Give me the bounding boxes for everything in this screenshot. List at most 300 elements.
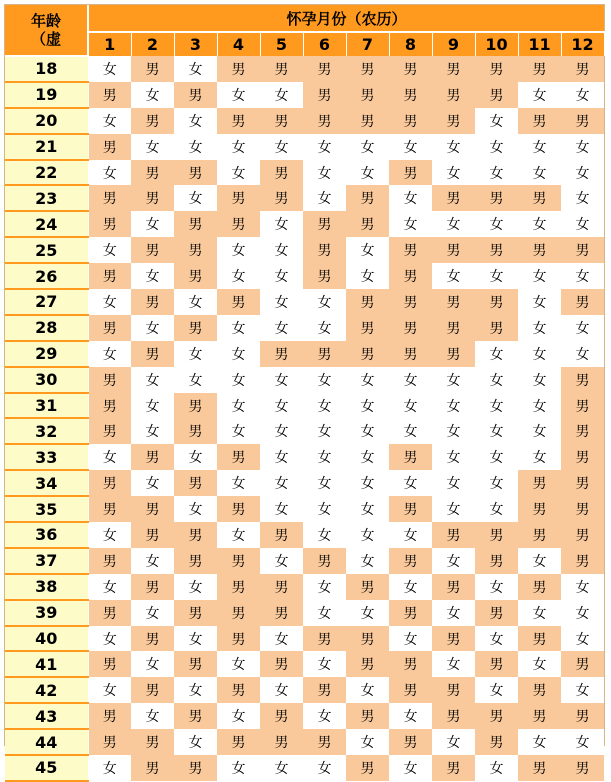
girl-cell: 女 (389, 211, 432, 237)
boy-cell: 男 (389, 677, 432, 703)
table-header (5, 5, 604, 56)
boy-cell: 男 (561, 289, 604, 315)
boy-cell: 男 (131, 160, 174, 186)
girl-cell: 女 (217, 160, 260, 186)
age-cell: 27 (5, 289, 88, 315)
girl-cell: 女 (303, 522, 346, 548)
month-header-10: 10 (475, 32, 518, 56)
girl-cell: 女 (475, 263, 518, 289)
boy-cell: 男 (432, 315, 475, 341)
girl-cell: 女 (561, 600, 604, 626)
table-row (5, 108, 604, 134)
girl-cell: 女 (131, 315, 174, 341)
girl-cell: 女 (432, 134, 475, 160)
boy-cell: 男 (88, 393, 131, 419)
girl-cell: 女 (432, 393, 475, 419)
girl-cell: 女 (561, 160, 604, 186)
girl-cell: 女 (389, 755, 432, 781)
girl-cell: 女 (174, 134, 217, 160)
boy-cell: 男 (131, 574, 174, 600)
boy-cell: 男 (260, 160, 303, 186)
table-row (5, 82, 604, 108)
table-row (5, 600, 604, 626)
girl-cell: 女 (389, 367, 432, 393)
boy-cell: 男 (432, 522, 475, 548)
table-row (5, 703, 604, 729)
boy-cell: 男 (174, 263, 217, 289)
girl-cell: 女 (346, 444, 389, 470)
boy-cell: 男 (303, 108, 346, 134)
table-row (5, 289, 604, 315)
girl-cell: 女 (217, 82, 260, 108)
month-header-8: 8 (389, 32, 432, 56)
boy-cell: 男 (88, 315, 131, 341)
girl-cell: 女 (217, 263, 260, 289)
girl-cell: 女 (303, 134, 346, 160)
boy-cell: 男 (346, 341, 389, 367)
boy-cell: 男 (518, 56, 561, 82)
girl-cell: 女 (475, 677, 518, 703)
table-row (5, 367, 604, 393)
girl-cell: 女 (518, 134, 561, 160)
girl-cell: 女 (174, 341, 217, 367)
girl-cell: 女 (217, 315, 260, 341)
table-row (5, 134, 604, 160)
girl-cell: 女 (389, 185, 432, 211)
table-row (5, 263, 604, 289)
girl-cell: 女 (346, 548, 389, 574)
girl-cell: 女 (475, 211, 518, 237)
age-header-line2: （虚 (30, 30, 61, 48)
girl-cell: 女 (303, 574, 346, 600)
girl-cell: 女 (174, 444, 217, 470)
boy-cell: 男 (389, 729, 432, 755)
table-row (5, 626, 604, 652)
girl-cell: 女 (217, 651, 260, 677)
boy-cell: 男 (389, 82, 432, 108)
month-header-6: 6 (303, 32, 346, 56)
girl-cell: 女 (518, 729, 561, 755)
boy-cell: 男 (88, 185, 131, 211)
age-cell: 18 (5, 56, 88, 82)
girl-cell: 女 (432, 160, 475, 186)
boy-cell: 男 (217, 574, 260, 600)
girl-cell: 女 (131, 470, 174, 496)
month-header-7: 7 (346, 32, 389, 56)
girl-cell: 女 (475, 134, 518, 160)
boy-cell: 男 (88, 651, 131, 677)
boy-cell: 男 (518, 108, 561, 134)
age-cell: 34 (5, 470, 88, 496)
girl-cell: 女 (260, 263, 303, 289)
boy-cell: 男 (389, 444, 432, 470)
girl-cell: 女 (389, 703, 432, 729)
age-cell: 20 (5, 108, 88, 134)
boy-cell: 男 (174, 470, 217, 496)
girl-cell: 女 (561, 82, 604, 108)
age-cell: 33 (5, 444, 88, 470)
girl-cell: 女 (346, 522, 389, 548)
girl-cell: 女 (518, 160, 561, 186)
boy-cell: 男 (518, 755, 561, 781)
girl-cell: 女 (432, 496, 475, 522)
girl-cell: 女 (561, 341, 604, 367)
girl-cell: 女 (475, 574, 518, 600)
girl-cell: 女 (303, 418, 346, 444)
boy-cell: 男 (88, 548, 131, 574)
girl-cell: 女 (260, 134, 303, 160)
boy-cell: 男 (346, 211, 389, 237)
boy-cell: 男 (346, 574, 389, 600)
boy-cell: 男 (389, 289, 432, 315)
age-cell: 29 (5, 341, 88, 367)
month-header-3: 3 (174, 32, 217, 56)
girl-cell: 女 (260, 315, 303, 341)
boy-cell: 男 (346, 185, 389, 211)
girl-cell: 女 (475, 367, 518, 393)
age-cell: 42 (5, 677, 88, 703)
boy-cell: 男 (561, 548, 604, 574)
girl-cell: 女 (88, 160, 131, 186)
boy-cell: 男 (131, 522, 174, 548)
girl-cell: 女 (346, 134, 389, 160)
girl-cell: 女 (475, 108, 518, 134)
girl-cell: 女 (518, 315, 561, 341)
girl-cell: 女 (346, 729, 389, 755)
boy-cell: 男 (561, 418, 604, 444)
boy-cell: 男 (217, 496, 260, 522)
boy-cell: 男 (432, 677, 475, 703)
girl-cell: 女 (303, 315, 346, 341)
age-cell: 45 (5, 755, 88, 781)
girl-cell: 女 (88, 108, 131, 134)
boy-cell: 男 (88, 82, 131, 108)
girl-cell: 女 (88, 574, 131, 600)
girl-cell: 女 (561, 263, 604, 289)
age-cell: 40 (5, 626, 88, 652)
table-row (5, 418, 604, 444)
boy-cell: 男 (561, 444, 604, 470)
girl-cell: 女 (174, 367, 217, 393)
girl-cell: 女 (217, 367, 260, 393)
girl-cell: 女 (389, 626, 432, 652)
age-cell: 24 (5, 211, 88, 237)
boy-cell: 男 (217, 729, 260, 755)
girl-cell: 女 (260, 548, 303, 574)
girl-cell: 女 (174, 677, 217, 703)
boy-cell: 男 (131, 729, 174, 755)
boy-cell: 男 (131, 755, 174, 781)
boy-cell: 男 (518, 677, 561, 703)
boy-cell: 男 (389, 496, 432, 522)
gender-prediction-table (5, 5, 605, 782)
girl-cell: 女 (518, 393, 561, 419)
boy-cell: 男 (88, 496, 131, 522)
girl-cell: 女 (131, 82, 174, 108)
girl-cell: 女 (303, 393, 346, 419)
girl-cell: 女 (88, 56, 131, 82)
age-cell: 37 (5, 548, 88, 574)
boy-cell: 男 (303, 677, 346, 703)
boy-cell: 男 (475, 729, 518, 755)
girl-cell: 女 (260, 393, 303, 419)
girl-cell: 女 (561, 185, 604, 211)
girl-cell: 女 (303, 367, 346, 393)
girl-cell: 女 (174, 496, 217, 522)
boy-cell: 男 (174, 703, 217, 729)
girl-cell: 女 (260, 677, 303, 703)
girl-cell: 女 (174, 626, 217, 652)
table-row (5, 548, 604, 574)
girl-cell: 女 (475, 393, 518, 419)
girl-cell: 女 (217, 755, 260, 781)
boy-cell: 男 (131, 237, 174, 263)
boy-cell: 男 (475, 522, 518, 548)
girl-cell: 女 (432, 367, 475, 393)
boy-cell: 男 (432, 289, 475, 315)
girl-cell: 女 (131, 418, 174, 444)
boy-cell: 男 (131, 626, 174, 652)
boy-cell: 男 (432, 574, 475, 600)
girl-cell: 女 (303, 651, 346, 677)
boy-cell: 男 (217, 444, 260, 470)
girl-cell: 女 (217, 341, 260, 367)
girl-cell: 女 (432, 651, 475, 677)
girl-cell: 女 (389, 470, 432, 496)
age-cell: 43 (5, 703, 88, 729)
boy-cell: 男 (518, 237, 561, 263)
boy-cell: 男 (260, 651, 303, 677)
girl-cell: 女 (303, 703, 346, 729)
girl-cell: 女 (346, 237, 389, 263)
boy-cell: 男 (346, 289, 389, 315)
boy-cell: 男 (131, 185, 174, 211)
boy-cell: 男 (174, 82, 217, 108)
girl-cell: 女 (260, 496, 303, 522)
table-row (5, 393, 604, 419)
girl-cell: 女 (475, 444, 518, 470)
table-row (5, 574, 604, 600)
boy-cell: 男 (432, 108, 475, 134)
boy-cell: 男 (88, 134, 131, 160)
boy-cell: 男 (475, 315, 518, 341)
month-header-11: 11 (518, 32, 561, 56)
girl-cell: 女 (88, 341, 131, 367)
boy-cell: 男 (389, 263, 432, 289)
boy-cell: 男 (346, 651, 389, 677)
boy-cell: 男 (174, 651, 217, 677)
girl-cell: 女 (389, 522, 432, 548)
girl-cell: 女 (131, 600, 174, 626)
girl-cell: 女 (475, 626, 518, 652)
girl-cell: 女 (346, 160, 389, 186)
boy-cell: 男 (432, 626, 475, 652)
boy-cell: 男 (174, 160, 217, 186)
month-header-4: 4 (217, 32, 260, 56)
boy-cell: 男 (432, 185, 475, 211)
boy-cell: 男 (88, 703, 131, 729)
boy-cell: 男 (217, 626, 260, 652)
table-row (5, 470, 604, 496)
girl-cell: 女 (475, 496, 518, 522)
boy-cell: 男 (389, 237, 432, 263)
girl-cell: 女 (303, 160, 346, 186)
boy-cell: 男 (518, 522, 561, 548)
boy-cell: 男 (217, 185, 260, 211)
month-header-1: 1 (88, 32, 131, 56)
girl-cell: 女 (475, 470, 518, 496)
boy-cell: 男 (432, 703, 475, 729)
boy-cell: 男 (303, 548, 346, 574)
girl-cell: 女 (303, 470, 346, 496)
month-header-2: 2 (131, 32, 174, 56)
boy-cell: 男 (389, 341, 432, 367)
girl-cell: 女 (389, 393, 432, 419)
age-cell: 44 (5, 729, 88, 755)
table-row (5, 677, 604, 703)
boy-cell: 男 (217, 56, 260, 82)
girl-cell: 女 (518, 418, 561, 444)
boy-cell: 男 (518, 496, 561, 522)
month-number-row (5, 32, 604, 56)
boy-cell: 男 (131, 341, 174, 367)
table-row (5, 444, 604, 470)
header-row-title (5, 5, 604, 32)
girl-cell: 女 (475, 418, 518, 444)
table-row (5, 496, 604, 522)
table-row (5, 729, 604, 755)
boy-cell: 男 (561, 470, 604, 496)
boy-cell: 男 (389, 56, 432, 82)
boy-cell: 男 (88, 729, 131, 755)
girl-cell: 女 (131, 703, 174, 729)
girl-cell: 女 (260, 211, 303, 237)
month-title: 怀孕月份（农历） (88, 5, 604, 32)
age-cell: 22 (5, 160, 88, 186)
age-cell: 32 (5, 418, 88, 444)
girl-cell: 女 (88, 626, 131, 652)
age-cell: 31 (5, 393, 88, 419)
boy-cell: 男 (432, 755, 475, 781)
girl-cell: 女 (260, 626, 303, 652)
girl-cell: 女 (518, 289, 561, 315)
girl-cell: 女 (561, 134, 604, 160)
girl-cell: 女 (131, 263, 174, 289)
girl-cell: 女 (561, 729, 604, 755)
boy-cell: 男 (217, 548, 260, 574)
girl-cell: 女 (475, 160, 518, 186)
girl-cell: 女 (475, 755, 518, 781)
boy-cell: 男 (518, 470, 561, 496)
girl-cell: 女 (346, 600, 389, 626)
boy-cell: 男 (475, 289, 518, 315)
boy-cell: 男 (217, 108, 260, 134)
girl-cell: 女 (475, 341, 518, 367)
girl-cell: 女 (561, 211, 604, 237)
boy-cell: 男 (217, 600, 260, 626)
boy-cell: 男 (88, 418, 131, 444)
girl-cell: 女 (217, 522, 260, 548)
boy-cell: 男 (475, 600, 518, 626)
girl-cell: 女 (561, 677, 604, 703)
boy-cell: 男 (475, 56, 518, 82)
age-cell: 30 (5, 367, 88, 393)
girl-cell: 女 (303, 289, 346, 315)
boy-cell: 男 (88, 263, 131, 289)
boy-cell: 男 (88, 470, 131, 496)
boy-cell: 男 (303, 626, 346, 652)
boy-cell: 男 (432, 237, 475, 263)
boy-cell: 男 (346, 56, 389, 82)
boy-cell: 男 (518, 626, 561, 652)
girl-cell: 女 (88, 522, 131, 548)
boy-cell: 男 (260, 341, 303, 367)
boy-cell: 男 (561, 703, 604, 729)
girl-cell: 女 (88, 289, 131, 315)
boy-cell: 男 (432, 56, 475, 82)
girl-cell: 女 (303, 755, 346, 781)
girl-cell: 女 (131, 367, 174, 393)
boy-cell: 男 (303, 341, 346, 367)
boy-cell: 男 (346, 108, 389, 134)
girl-cell: 女 (518, 600, 561, 626)
boy-cell: 男 (518, 703, 561, 729)
boy-cell: 男 (260, 522, 303, 548)
age-cell: 38 (5, 574, 88, 600)
girl-cell: 女 (518, 548, 561, 574)
age-cell: 19 (5, 82, 88, 108)
table-row (5, 651, 604, 677)
boy-cell: 男 (303, 263, 346, 289)
girl-cell: 女 (260, 470, 303, 496)
boy-cell: 男 (217, 677, 260, 703)
girl-cell: 女 (389, 418, 432, 444)
girl-cell: 女 (346, 470, 389, 496)
boy-cell: 男 (303, 56, 346, 82)
table-row (5, 315, 604, 341)
girl-cell: 女 (131, 548, 174, 574)
girl-cell: 女 (389, 134, 432, 160)
girl-cell: 女 (518, 444, 561, 470)
boy-cell: 男 (88, 600, 131, 626)
boy-cell: 男 (346, 755, 389, 781)
boy-cell: 男 (346, 315, 389, 341)
girl-cell: 女 (303, 496, 346, 522)
boy-cell: 男 (346, 82, 389, 108)
age-header-line1: 年龄 (30, 12, 61, 30)
boy-cell: 男 (389, 160, 432, 186)
boy-cell: 男 (518, 574, 561, 600)
boy-cell: 男 (389, 600, 432, 626)
girl-cell: 女 (88, 237, 131, 263)
boy-cell: 男 (260, 56, 303, 82)
girl-cell: 女 (518, 82, 561, 108)
girl-cell: 女 (518, 211, 561, 237)
table-row (5, 160, 604, 186)
table-row (5, 522, 604, 548)
age-cell: 26 (5, 263, 88, 289)
girl-cell: 女 (217, 237, 260, 263)
table-row (5, 755, 604, 781)
girl-cell: 女 (346, 367, 389, 393)
girl-cell: 女 (518, 263, 561, 289)
boy-cell: 男 (561, 393, 604, 419)
gender-prediction-table-frame (4, 4, 605, 778)
girl-cell: 女 (346, 496, 389, 522)
boy-cell: 男 (174, 237, 217, 263)
girl-cell: 女 (88, 677, 131, 703)
girl-cell: 女 (432, 263, 475, 289)
